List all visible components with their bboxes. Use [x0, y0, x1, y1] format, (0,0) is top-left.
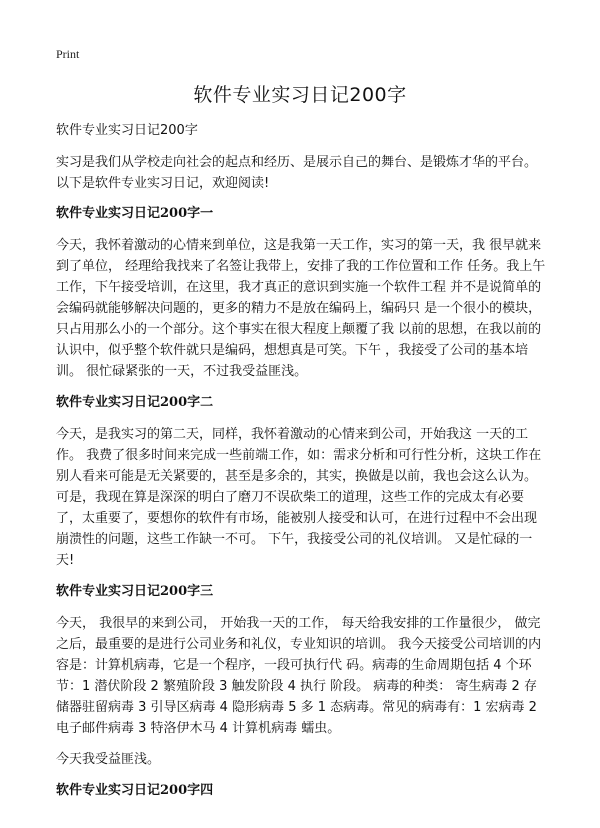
print-link[interactable]: Print [56, 47, 80, 61]
section-heading-3: 软件专业实习日记200字三 [56, 584, 214, 599]
article-body [56, 120, 548, 812]
section-heading-2: 软件专业实习日记200字二 [56, 395, 214, 410]
article-subtitle: 软件专业实习日记200字 [56, 123, 198, 138]
section-heading-4: 软件专业实习日记200字四 [56, 783, 214, 798]
page-title: 软件专业实习日记200字 [193, 84, 407, 106]
intro-paragraph: 实习是我们从学校走向社会的起点和经历、是展示自己的舞台、是锻炼才华的平台。以下是软件专业实习日记，欢迎阅读! [56, 155, 538, 191]
section-body-1: 今天，我怀着激动的心情来到单位，这是我第一天工作，实习的第一天，我 很早就来到了单位， 经理给我找来了名签让我带上，安排了我的工作位置和工作 任务。我上午工作，下午接受培训，在这里，我才真正的意识到实施一个软件工程 并不是说简单的会编码就能够解决问题的，更多的精力不是放在编码上，编码只 是一个很小的模块， 只占用那么小的一个部分。这个事实在很大程度上颠覆了我 以前的思想，在我以前的认识中，似乎整个软件就只是编码，想想真是可笑。下午 ，我接受了公司的基本培训。 很忙碌紧张的一天，不过我受益匪浅。 [56, 238, 546, 379]
section-heading-1: 软件专业实习日记200字一 [56, 206, 214, 221]
closing-paragraph: 今天我受益匪浅。 [56, 752, 161, 767]
section-body-3: 今天， 我很早的来到公司， 开始我一天的工作， 每天给我安排的工作量很少， 做完之后，最重要的是进行公司业务和礼仪，专业知识的培训。 我今天接受公司培训的内容是：计算机病毒，它是一个程序，一段可执行代 码。病毒的生命周期包括 4 个环节：1 潜伏阶段 2 繁殖阶段 3 触发阶段 4 执行 阶段。 病毒的种类： 寄生病毒 2 存储器驻留病毒 3 引导区病毒 4 隐形病毒 5 多 1 态病毒。常见的病毒有：1 宏病毒 2 电子邮件病毒 3 特洛伊木马 4 计算机病毒 蠕虫。 [56, 616, 542, 736]
section-body-2: 今天，是我实习的第二天，同样，我怀着激动的心情来到公司，开始我这 一天的工作。 我费了很多时间来完成一些前端工作，如：需求分析和可行性分析，这块工作在别人看来可能是无关紧要的，甚至是多余的，其实，换做是以前，我也会这么认为。可是，我现在算是深深的明白了磨刀不误砍柴工的道理，这些工作的完成太有必要了，太重要了，要想你的软件有市场，能被别人接受和认可，在进行过程中不会出现崩溃性的问题，这些工作缺一不可。 下午，我接受公司的礼仪培训。 又是忙碌的一天! [56, 427, 542, 568]
